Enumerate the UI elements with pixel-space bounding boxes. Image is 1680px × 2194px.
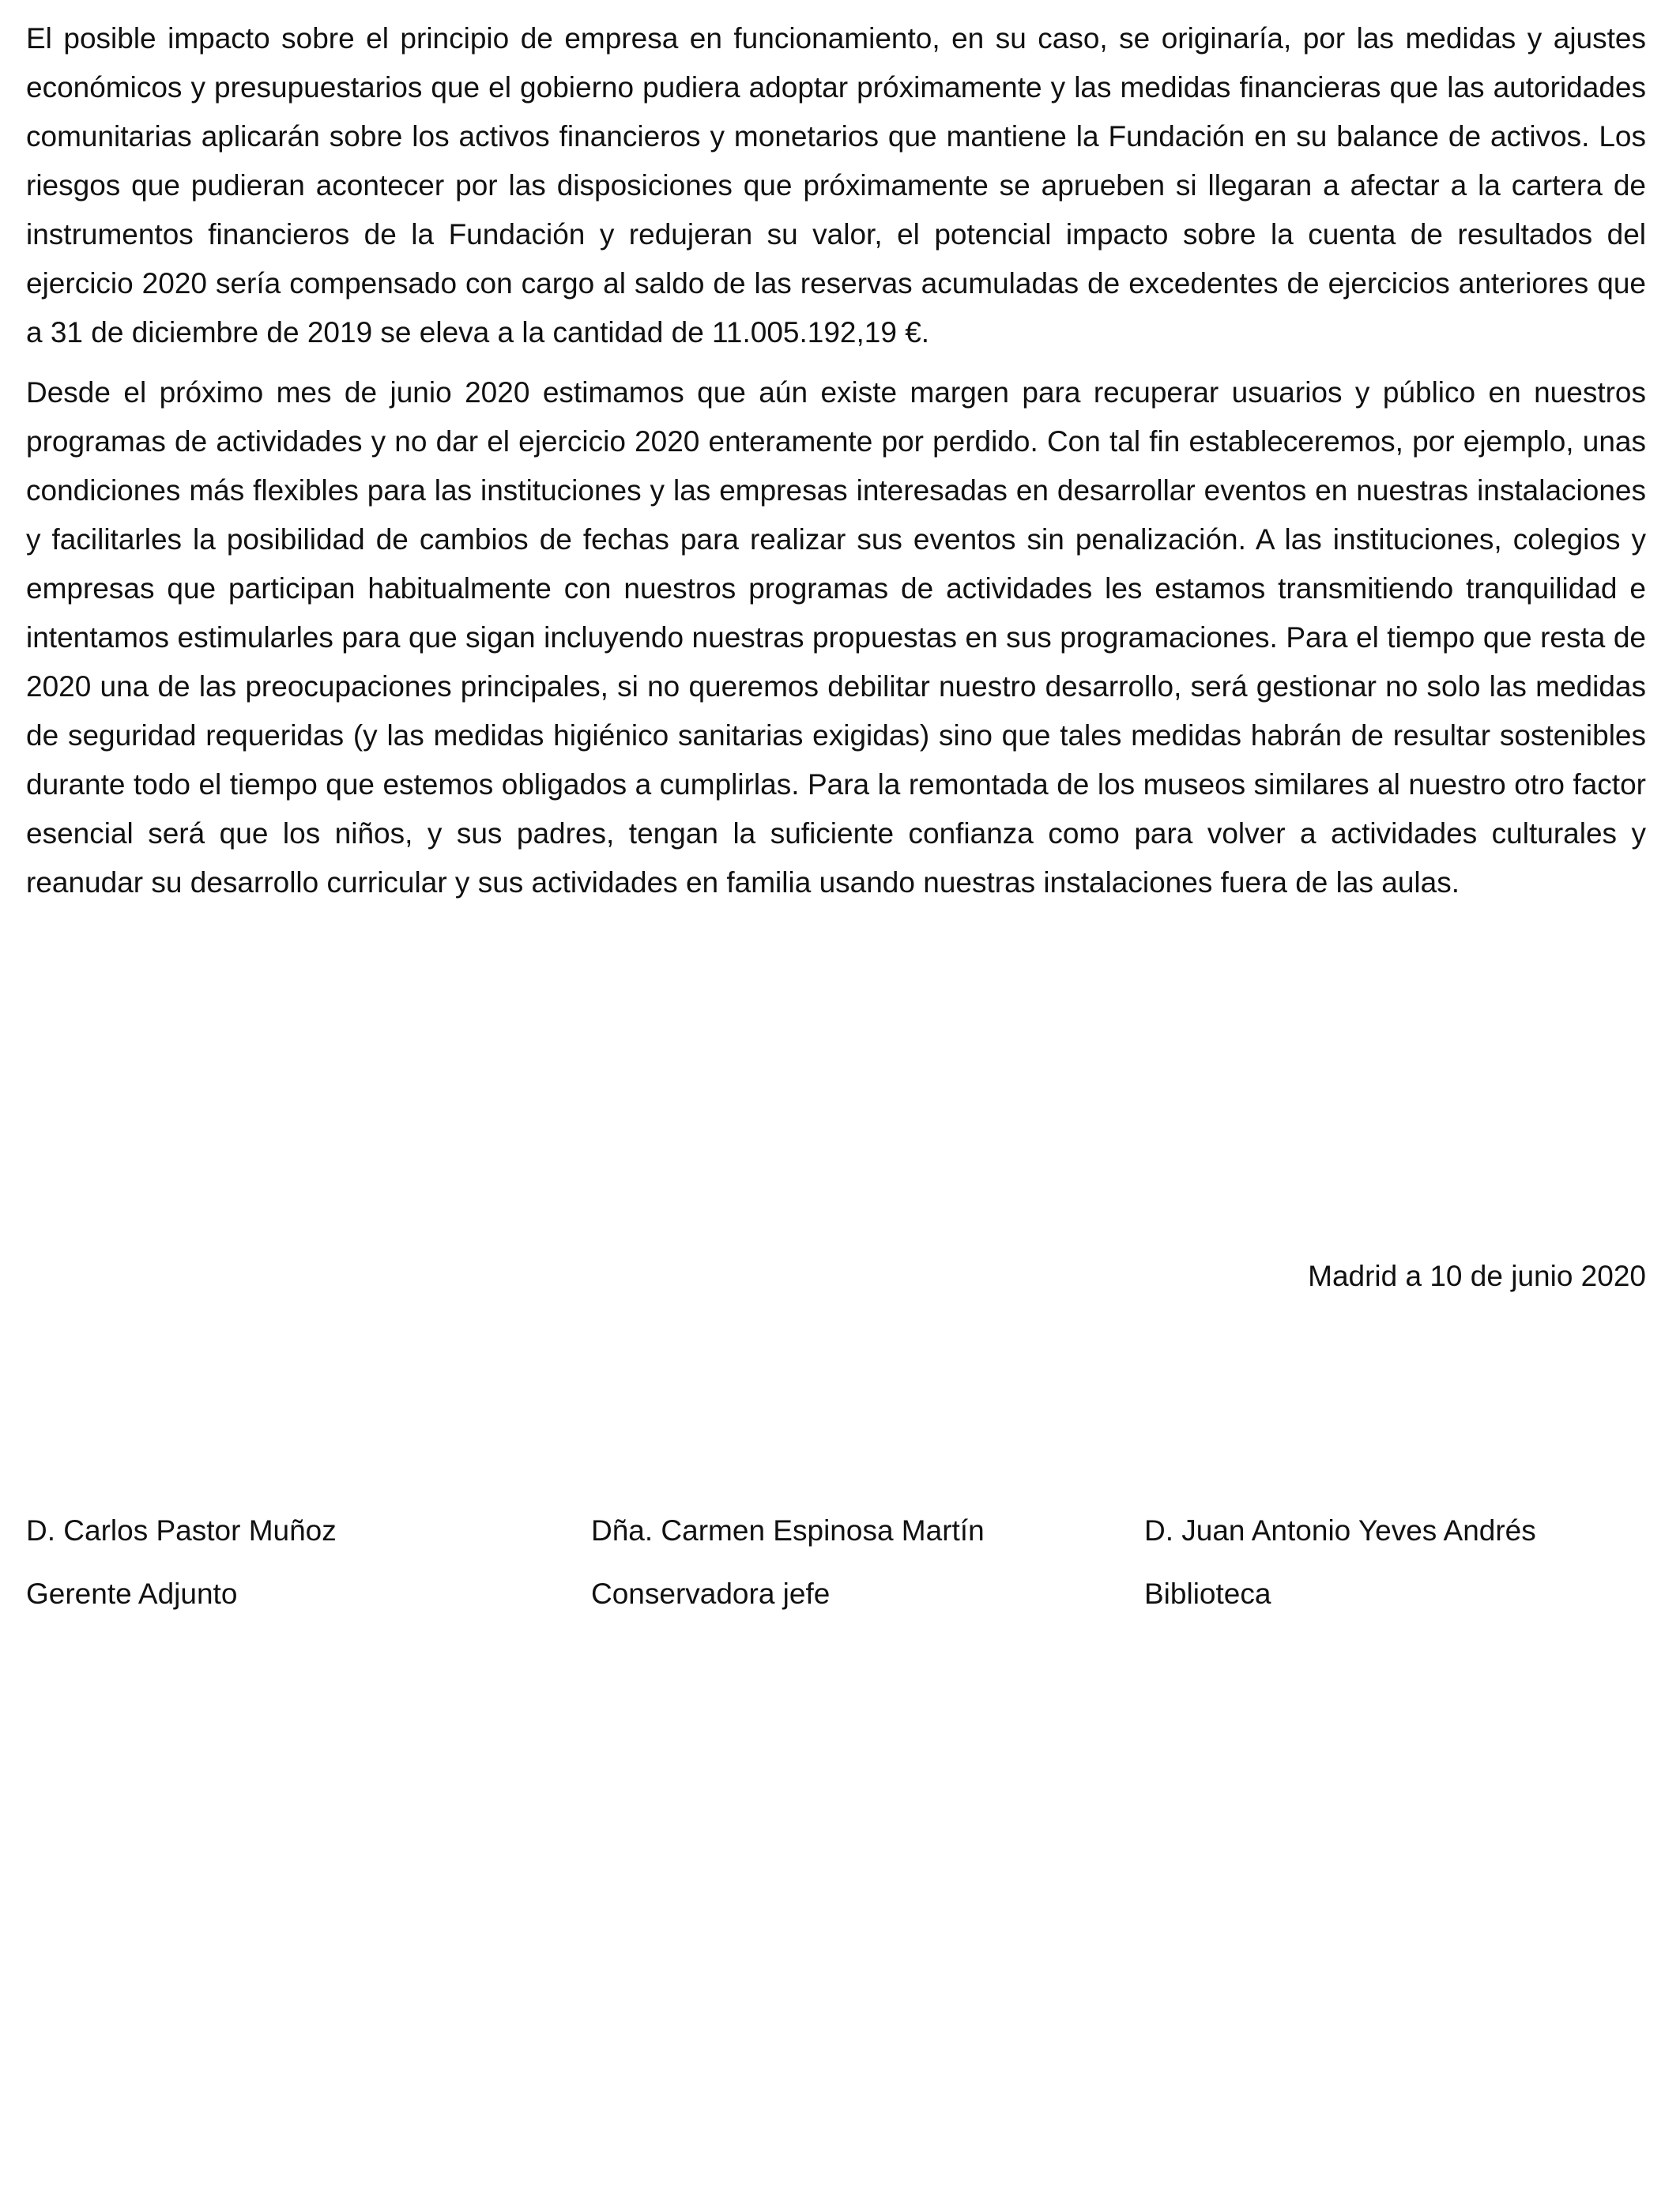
signer-role: Conservadora jefe: [591, 1578, 831, 1610]
signer-name: D. Carlos Pastor Muñoz: [26, 1514, 337, 1547]
date-line: Madrid a 10 de junio 2020: [1308, 1260, 1646, 1292]
paragraph-going-concern: El posible impacto sobre el principio de empresa en funcionamiento, en su caso, se originaría, por las medidas y ajustes económicos y presupuestarios que el gobierno pudiera adoptar próximamente y las medidas financieras que las autoridades comunitarias aplicarán sobre los activos financieros y monetarios que mantiene la Fundación en su balance de activos. Los riesgos que pudieran acontecer por las disposiciones que próximamente se aprueben si llegaran a afectar a la cartera de instrumentos financieros de la Fundación y redujeran su valor, el potencial impacto sobre la cuenta de resultados del ejercicio 2020 sería compensado con cargo al saldo de las reservas acumuladas de excedentes de ejercicios anteriores que a 31 de diciembre de 2019 se eleva a la cantidad de 11.005.192,19 €.: [26, 22, 1646, 349]
signer-name: D. Juan Antonio Yeves Andrés: [1144, 1514, 1536, 1547]
signer-name: Dña. Carmen Espinosa Martín: [591, 1514, 985, 1547]
document-body: [26, 14, 1646, 918]
signer-manager: [26, 1506, 337, 1619]
paragraph-recovery-plan: Desde el próximo mes de junio 2020 estimamos que aún existe margen para recuperar usuarios y público en nuestros programas de actividades y no dar el ejercicio 2020 enteramente por perdido. Con tal fin estableceremos, por ejemplo, unas condiciones más flexibles para las instituciones y las empresas interesadas en desarrollar eventos en nuestras instalaciones y facilitarles la posibilidad de cambios de fechas para realizar sus eventos sin penalización. A las instituciones, colegios y empresas que participan habitualmente con nuestros programas de actividades les estamos transmitiendo tranquilidad e intentamos estimularles para que sigan incluyendo nuestras propuestas en sus programaciones. Para el tiempo que resta de 2020 una de las preocupaciones principales, si no queremos debilitar nuestro desarrollo, será gestionar no solo las medidas de seguridad requeridas (y las medidas higiénico sanitarias exigidas) sino que tales medidas habrán de resultar sostenibles durante todo el tiempo que estemos obligados a cumplirlas. Para la remontada de los museos similares al nuestro otro factor esencial será que los niños, y sus padres, tengan la suficiente confianza como para volver a actividades culturales y reanudar su desarrollo curricular y sus actividades en familia usando nuestras instalaciones fuera de las aulas.: [26, 376, 1646, 899]
signature-block: [26, 1506, 1646, 1633]
signer-library: [1144, 1506, 1536, 1619]
signer-role: Biblioteca: [1144, 1578, 1271, 1610]
signer-curator: [591, 1506, 985, 1619]
signer-role: Gerente Adjunto: [26, 1578, 238, 1610]
